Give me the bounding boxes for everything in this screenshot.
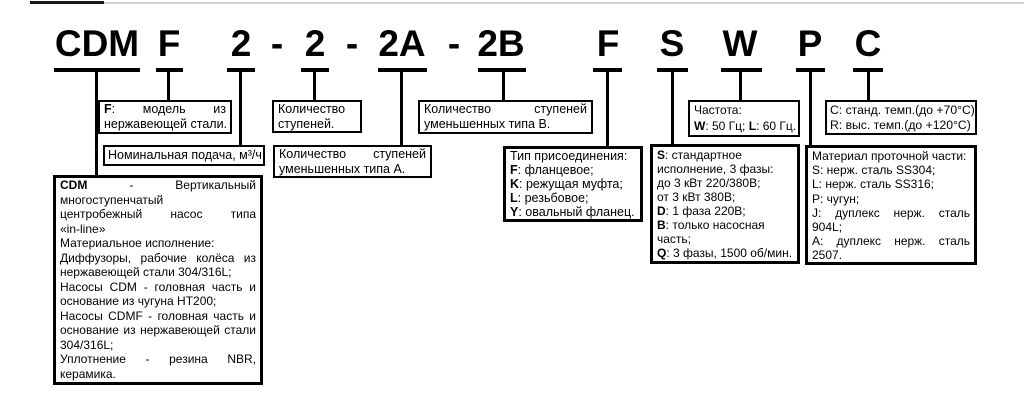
text-line: Тип присоединения: xyxy=(510,149,628,163)
connector-stages xyxy=(313,72,316,100)
callout-temperature xyxy=(825,100,977,135)
callout-stages-a xyxy=(273,145,432,178)
text-line: Насосы CDMF - головная часть и xyxy=(60,308,256,323)
text-line: B: только насосная xyxy=(657,218,765,232)
code-part-flow: 2 xyxy=(230,23,252,64)
callout-frequency xyxy=(688,100,800,137)
text-line: Количество xyxy=(278,102,346,116)
text-line: F: фланцевое; xyxy=(510,163,594,177)
text-line: Уплотнение - резина NBR, xyxy=(60,352,256,366)
connector-flow xyxy=(239,72,242,145)
code-part-motor: S xyxy=(659,23,685,64)
code-part-frequency: W xyxy=(722,23,758,64)
code-part-f-stainless: F xyxy=(157,23,181,64)
top-rule xyxy=(30,2,1024,4)
code-dash-2: - xyxy=(345,23,359,64)
text-line: Частота: xyxy=(694,103,742,117)
text-line: центробежный насос типа xyxy=(60,207,256,221)
text-line: Q: 3 фазы, 1500 об/мин. xyxy=(657,246,793,260)
text-line: от 3 кВт 380В; xyxy=(657,190,736,204)
code-dash-1: - xyxy=(270,23,284,64)
text-line: S: нерж. сталь SS304; xyxy=(812,163,936,178)
text-line: Количество ступеней xyxy=(424,102,587,116)
text-line: многоступенчатый xyxy=(60,192,164,207)
code-part-stages: 2 xyxy=(304,23,326,64)
connector-motor xyxy=(671,72,674,145)
text-line: 2507. xyxy=(812,248,843,263)
callout-f-model xyxy=(98,100,232,134)
connector-temperature xyxy=(867,72,870,100)
text-line: керамика. xyxy=(60,366,116,381)
code-part-cdm: CDM xyxy=(54,23,140,64)
text-line: J: дуплекс нерж. сталь xyxy=(812,205,970,220)
callout-material xyxy=(805,145,977,265)
callout-flow xyxy=(103,145,265,166)
text-line: «in-line» xyxy=(60,221,106,236)
text-line: R: выс. темп.(до +120°C) xyxy=(830,118,971,132)
text-line: CDM - Вертикальный xyxy=(60,178,256,192)
text-line: нержавеющей стали. xyxy=(104,117,228,131)
text-line: основание из нержавеющей стали xyxy=(60,323,256,337)
code-part-connection: F xyxy=(596,23,620,64)
code-part-temperature: C xyxy=(854,23,882,64)
connector-material xyxy=(809,72,812,145)
text-line: C: станд. темп.(до +70°C) xyxy=(830,103,975,117)
code-dash-3: - xyxy=(447,23,461,64)
connector-connection xyxy=(606,72,609,146)
callout-stages-b xyxy=(418,100,593,134)
text-line: уменьшенных типа А. xyxy=(279,161,406,176)
text-line: Номинальная подача, м³/ч. xyxy=(108,148,266,162)
text-line: уменьшенных типа В. xyxy=(424,117,551,131)
text-line: Диффузоры, рабочие колёса из xyxy=(60,250,256,265)
text-line: 304/316L; xyxy=(60,337,114,352)
text-line: A: дуплекс нерж. сталь xyxy=(812,234,970,249)
text-line: S: стандартное xyxy=(657,148,742,162)
text-line: K: режущая муфта; xyxy=(510,177,623,191)
text-line: Y: овальный фланец. xyxy=(510,205,635,219)
text-line: нержавеющей стали 304/316L; xyxy=(60,265,232,279)
text-line: D: 1 фаза 220В; xyxy=(657,204,746,218)
text-line: L: нерж. сталь SS316; xyxy=(812,177,934,192)
connector-f-stainless xyxy=(167,72,170,100)
code-part-stages-b: 2B xyxy=(477,23,525,64)
connector-frequency xyxy=(739,72,742,100)
connector-stages-b xyxy=(502,72,505,100)
callout-standard-version xyxy=(650,144,800,264)
text-line: Материальное исполнение: xyxy=(60,236,215,250)
connector-stages-a xyxy=(400,72,403,145)
callout-connection-type xyxy=(503,146,643,222)
text-line: P: чугун; xyxy=(812,191,860,206)
text-line: W: 50 Гц; L: 60 Гц. xyxy=(694,118,797,133)
text-line: F: модель из xyxy=(104,102,226,116)
code-part-stages-a: 2A xyxy=(378,23,426,64)
text-line: исполнение, 3 фазы: xyxy=(657,162,774,176)
top-rule-dark-segment xyxy=(30,1,104,4)
text-line: Насосы CDM - головная часть и xyxy=(60,279,256,294)
callout-main-description xyxy=(53,175,263,385)
callout-stages xyxy=(272,100,362,133)
text-line: L: резьбовое; xyxy=(510,191,589,205)
code-part-material: P xyxy=(797,23,823,64)
text-line: основание из чугуна HT200; xyxy=(60,294,217,308)
text-line: часть; xyxy=(657,232,692,246)
text-line: ступеней. xyxy=(278,116,335,131)
text-line: Материал проточной части: xyxy=(812,149,967,163)
text-line: Количество ступеней xyxy=(279,147,426,161)
text-line: 904L; xyxy=(812,220,843,235)
text-line: до 3 кВт 220/380В; xyxy=(657,176,761,190)
